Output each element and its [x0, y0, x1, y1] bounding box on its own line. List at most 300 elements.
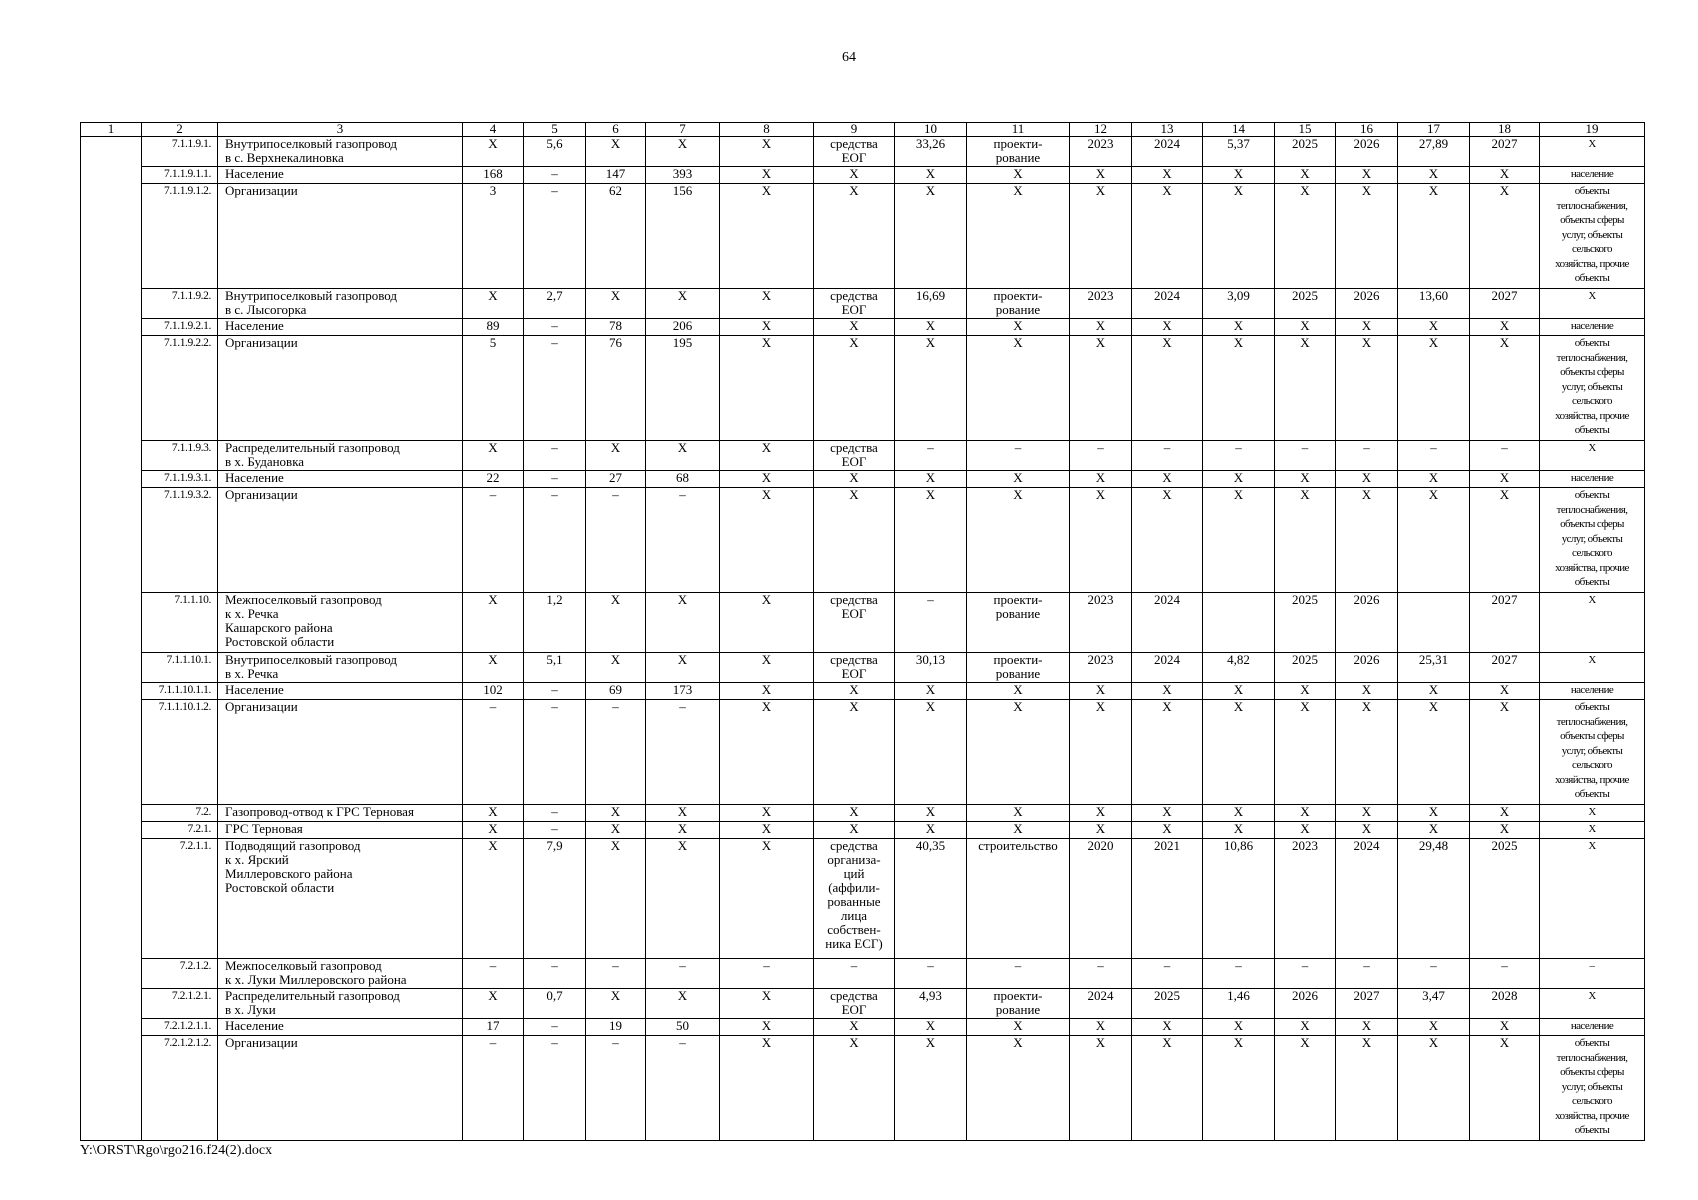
cell-col9: X [814, 488, 895, 593]
cell-code: 7.2.1.2. [142, 959, 218, 989]
cell-col10: X [895, 336, 967, 441]
cell-col17: X [1398, 319, 1470, 336]
cell-col8: X [720, 441, 814, 471]
cell-col16: X [1336, 184, 1398, 289]
cell-col7: – [646, 700, 720, 805]
cell-col8: X [720, 1019, 814, 1036]
cell-code: 7.1.1.10.1.2. [142, 700, 218, 805]
cell-col7: X [646, 839, 720, 959]
cell-col9: средства ЕОГ [814, 653, 895, 683]
cell-col14: X [1203, 700, 1275, 805]
cell-col17 [1398, 593, 1470, 653]
cell-col18: X [1470, 167, 1540, 184]
header-cell-5: 5 [524, 123, 586, 137]
cell-col5: – [524, 167, 586, 184]
cell-col17: 3,47 [1398, 989, 1470, 1019]
cell-col14: X [1203, 184, 1275, 289]
gas-pipeline-table-container [80, 122, 1629, 1141]
cell-col19: X [1540, 593, 1645, 653]
cell-col4: 22 [463, 471, 524, 488]
table-row [81, 1036, 1645, 1141]
header-cell-1: 1 [81, 123, 142, 137]
cell-col11: X [967, 471, 1070, 488]
cell-col5: – [524, 959, 586, 989]
cell-col8: X [720, 805, 814, 822]
table-row [81, 488, 1645, 593]
cell-col14: 3,09 [1203, 289, 1275, 319]
cell-col14: X [1203, 471, 1275, 488]
header-cell-17: 17 [1398, 123, 1470, 137]
cell-col16: – [1336, 959, 1398, 989]
cell-col7: – [646, 1036, 720, 1141]
cell-col16: X [1336, 471, 1398, 488]
cell-section [81, 822, 142, 839]
cell-section [81, 336, 142, 441]
cell-col19: X [1540, 137, 1645, 167]
cell-name: Межпоселковый газопровод к х. Речка Кашарского района Ростовской области [218, 593, 463, 653]
cell-col6: 78 [586, 319, 646, 336]
cell-col8: X [720, 488, 814, 593]
cell-col11: X [967, 683, 1070, 700]
cell-col19: население [1540, 167, 1645, 184]
cell-col13: X [1132, 336, 1203, 441]
table-row [81, 184, 1645, 289]
table-row [81, 822, 1645, 839]
cell-col12: X [1070, 1019, 1132, 1036]
cell-code: 7.2.1.1. [142, 839, 218, 959]
cell-col10: X [895, 319, 967, 336]
cell-col8: – [720, 959, 814, 989]
cell-name: Организации [218, 488, 463, 593]
table-header-row [81, 123, 1645, 137]
cell-col4: 89 [463, 319, 524, 336]
cell-col18: 2028 [1470, 989, 1540, 1019]
table-row [81, 289, 1645, 319]
cell-col12: X [1070, 683, 1132, 700]
cell-col19: объекты теплоснабжения, объекты сферы услуг, объекты сельского хозяйства, прочие объекты [1540, 336, 1645, 441]
cell-section [81, 184, 142, 289]
cell-col5: – [524, 184, 586, 289]
cell-col11: проекти- рование [967, 989, 1070, 1019]
cell-col12: 2023 [1070, 289, 1132, 319]
cell-col12: 2023 [1070, 653, 1132, 683]
table-row [81, 959, 1645, 989]
cell-col9: X [814, 822, 895, 839]
cell-col14: X [1203, 336, 1275, 441]
cell-col12: X [1070, 700, 1132, 805]
cell-col5: – [524, 700, 586, 805]
cell-col18: X [1470, 336, 1540, 441]
cell-col15: 2023 [1275, 839, 1336, 959]
cell-col11: X [967, 488, 1070, 593]
cell-code: 7.2.1.2.1.1. [142, 1019, 218, 1036]
cell-col12: 2024 [1070, 989, 1132, 1019]
cell-col13: X [1132, 683, 1203, 700]
table-row [81, 167, 1645, 184]
cell-code: 7.1.1.9.2. [142, 289, 218, 319]
cell-col11: X [967, 336, 1070, 441]
cell-name: Население [218, 1019, 463, 1036]
cell-section [81, 137, 142, 167]
cell-col9: X [814, 700, 895, 805]
cell-col9: X [814, 1019, 895, 1036]
cell-col9: средства ЕОГ [814, 289, 895, 319]
cell-col13: 2024 [1132, 289, 1203, 319]
cell-col18: X [1470, 1036, 1540, 1141]
cell-col5: – [524, 1019, 586, 1036]
cell-col12: X [1070, 805, 1132, 822]
cell-col15: 2025 [1275, 289, 1336, 319]
cell-col15: X [1275, 1019, 1336, 1036]
cell-name: Подводящий газопровод к х. Ярский Миллеровского района Ростовской области [218, 839, 463, 959]
cell-col4: X [463, 989, 524, 1019]
cell-col9: X [814, 805, 895, 822]
cell-col10: 16,69 [895, 289, 967, 319]
cell-col17: X [1398, 336, 1470, 441]
cell-col17: X [1398, 184, 1470, 289]
cell-col12: X [1070, 167, 1132, 184]
cell-col18: X [1470, 700, 1540, 805]
cell-col5: – [524, 822, 586, 839]
cell-col13: X [1132, 805, 1203, 822]
header-cell-14: 14 [1203, 123, 1275, 137]
cell-col18: X [1470, 471, 1540, 488]
cell-col17: X [1398, 822, 1470, 839]
cell-col8: X [720, 184, 814, 289]
cell-col7: X [646, 593, 720, 653]
cell-col15: X [1275, 336, 1336, 441]
cell-code: 7.1.1.10. [142, 593, 218, 653]
cell-col14: X [1203, 1036, 1275, 1141]
cell-col5: – [524, 319, 586, 336]
cell-col6: – [586, 488, 646, 593]
cell-col17: X [1398, 1019, 1470, 1036]
cell-col10: X [895, 805, 967, 822]
table-row [81, 683, 1645, 700]
header-cell-3: 3 [218, 123, 463, 137]
cell-col6: 69 [586, 683, 646, 700]
cell-col7: X [646, 441, 720, 471]
cell-col16: – [1336, 441, 1398, 471]
cell-col8: X [720, 336, 814, 441]
cell-code: 7.1.1.9.1.1. [142, 167, 218, 184]
cell-section [81, 488, 142, 593]
cell-col6: X [586, 137, 646, 167]
cell-col18: X [1470, 184, 1540, 289]
cell-code: 7.1.1.10.1.1. [142, 683, 218, 700]
cell-col8: X [720, 289, 814, 319]
cell-col13: 2024 [1132, 653, 1203, 683]
cell-col5: – [524, 471, 586, 488]
table-row [81, 989, 1645, 1019]
cell-name: Межпоселковый газопровод к х. Луки Миллеровского района [218, 959, 463, 989]
cell-col17: X [1398, 1036, 1470, 1141]
cell-col19: X [1540, 822, 1645, 839]
cell-col5: 0,7 [524, 989, 586, 1019]
cell-col9: средства ЕОГ [814, 989, 895, 1019]
cell-name: Внутрипоселковый газопровод в с. Верхнекалиновка [218, 137, 463, 167]
cell-col6: – [586, 959, 646, 989]
cell-col10: X [895, 1036, 967, 1141]
header-cell-9: 9 [814, 123, 895, 137]
cell-col15: – [1275, 441, 1336, 471]
cell-col6: 76 [586, 336, 646, 441]
cell-col7: X [646, 989, 720, 1019]
cell-col11: – [967, 959, 1070, 989]
cell-col8: X [720, 319, 814, 336]
cell-col18: X [1470, 319, 1540, 336]
cell-col5: – [524, 336, 586, 441]
cell-col4: 168 [463, 167, 524, 184]
header-cell-11: 11 [967, 123, 1070, 137]
table-row [81, 805, 1645, 822]
cell-col11: X [967, 167, 1070, 184]
cell-col4: X [463, 839, 524, 959]
cell-col10: X [895, 184, 967, 289]
cell-col12: 2023 [1070, 137, 1132, 167]
cell-name: Население [218, 683, 463, 700]
header-cell-2: 2 [142, 123, 218, 137]
cell-col18: X [1470, 805, 1540, 822]
header-cell-10: 10 [895, 123, 967, 137]
cell-col7: 156 [646, 184, 720, 289]
cell-col14: X [1203, 488, 1275, 593]
cell-section [81, 593, 142, 653]
cell-col15: X [1275, 319, 1336, 336]
cell-col4: X [463, 289, 524, 319]
cell-col18: 2027 [1470, 593, 1540, 653]
cell-col9: X [814, 319, 895, 336]
cell-col6: X [586, 839, 646, 959]
cell-col12: – [1070, 441, 1132, 471]
cell-section [81, 989, 142, 1019]
cell-col12: X [1070, 184, 1132, 289]
cell-code: 7.1.1.9.3.2. [142, 488, 218, 593]
cell-name: Распределительный газопровод в х. Будановка [218, 441, 463, 471]
cell-col13: 2025 [1132, 989, 1203, 1019]
cell-col12: X [1070, 488, 1132, 593]
cell-col10: X [895, 1019, 967, 1036]
cell-col17: – [1398, 441, 1470, 471]
cell-col13: X [1132, 1036, 1203, 1141]
cell-col7: X [646, 805, 720, 822]
cell-col18: 2027 [1470, 653, 1540, 683]
cell-col19: X [1540, 289, 1645, 319]
cell-col17: X [1398, 805, 1470, 822]
cell-col14: X [1203, 319, 1275, 336]
cell-col12: 2023 [1070, 593, 1132, 653]
cell-col18: – [1470, 959, 1540, 989]
cell-col14: X [1203, 167, 1275, 184]
cell-col15: X [1275, 700, 1336, 805]
cell-col11: строительство [967, 839, 1070, 959]
cell-col16: X [1336, 1036, 1398, 1141]
cell-code: 7.2.1.2.1.2. [142, 1036, 218, 1141]
cell-col19: X [1540, 989, 1645, 1019]
cell-name: Население [218, 471, 463, 488]
cell-section [81, 683, 142, 700]
cell-name: Организации [218, 184, 463, 289]
cell-col16: 2027 [1336, 989, 1398, 1019]
cell-col19: объекты теплоснабжения, объекты сферы услуг, объекты сельского хозяйства, прочие объекты [1540, 488, 1645, 593]
cell-col11: X [967, 1019, 1070, 1036]
cell-col6: X [586, 441, 646, 471]
cell-col6: X [586, 289, 646, 319]
table-row [81, 336, 1645, 441]
cell-col19: население [1540, 1019, 1645, 1036]
cell-col18: X [1470, 488, 1540, 593]
cell-col4: X [463, 137, 524, 167]
cell-col8: X [720, 989, 814, 1019]
cell-code: 7.2. [142, 805, 218, 822]
cell-col11: проекти- рование [967, 593, 1070, 653]
cell-section [81, 1019, 142, 1036]
cell-section [81, 441, 142, 471]
cell-col19: X [1540, 839, 1645, 959]
cell-col13: X [1132, 471, 1203, 488]
cell-col15: X [1275, 683, 1336, 700]
cell-col6: – [586, 700, 646, 805]
cell-col13: X [1132, 184, 1203, 289]
header-cell-7: 7 [646, 123, 720, 137]
cell-col4: – [463, 700, 524, 805]
cell-col16: 2026 [1336, 593, 1398, 653]
cell-col10: X [895, 700, 967, 805]
cell-col12: X [1070, 1036, 1132, 1141]
table-row [81, 319, 1645, 336]
cell-col17: 29,48 [1398, 839, 1470, 959]
cell-col17: X [1398, 700, 1470, 805]
cell-col17: – [1398, 959, 1470, 989]
cell-col17: X [1398, 471, 1470, 488]
cell-col15: X [1275, 184, 1336, 289]
cell-col14: – [1203, 441, 1275, 471]
cell-col13: 2024 [1132, 137, 1203, 167]
cell-col15: X [1275, 167, 1336, 184]
cell-name: Организации [218, 1036, 463, 1141]
cell-col7: X [646, 137, 720, 167]
cell-section [81, 700, 142, 805]
cell-col12: X [1070, 471, 1132, 488]
cell-col7: 173 [646, 683, 720, 700]
cell-col16: X [1336, 488, 1398, 593]
cell-col13: X [1132, 822, 1203, 839]
cell-col16: 2024 [1336, 839, 1398, 959]
cell-code: 7.2.1.2.1. [142, 989, 218, 1019]
cell-col6: X [586, 989, 646, 1019]
cell-col4: 5 [463, 336, 524, 441]
cell-col12: 2020 [1070, 839, 1132, 959]
cell-col14: – [1203, 959, 1275, 989]
cell-col17: 27,89 [1398, 137, 1470, 167]
cell-col19: население [1540, 471, 1645, 488]
cell-name: Внутрипоселковый газопровод в х. Речка [218, 653, 463, 683]
cell-col14: 5,37 [1203, 137, 1275, 167]
cell-col10: 33,26 [895, 137, 967, 167]
cell-name: Распределительный газопровод в х. Луки [218, 989, 463, 1019]
cell-col15: 2025 [1275, 593, 1336, 653]
cell-col7: – [646, 488, 720, 593]
cell-name: Внутрипоселковый газопровод в с. Лысогорка [218, 289, 463, 319]
table-row [81, 441, 1645, 471]
cell-col17: X [1398, 488, 1470, 593]
cell-col4: X [463, 822, 524, 839]
cell-col15: X [1275, 822, 1336, 839]
cell-col8: X [720, 137, 814, 167]
cell-col6: X [586, 805, 646, 822]
cell-col15: 2025 [1275, 653, 1336, 683]
cell-col18: X [1470, 1019, 1540, 1036]
cell-col15: X [1275, 1036, 1336, 1141]
cell-col18: X [1470, 822, 1540, 839]
cell-col18: 2025 [1470, 839, 1540, 959]
cell-col5: 5,1 [524, 653, 586, 683]
table-row [81, 653, 1645, 683]
cell-col9: X [814, 471, 895, 488]
table-row [81, 137, 1645, 167]
cell-col5: – [524, 683, 586, 700]
cell-col6: 19 [586, 1019, 646, 1036]
cell-col14: X [1203, 805, 1275, 822]
cell-col12: X [1070, 336, 1132, 441]
cell-col9: X [814, 184, 895, 289]
cell-col6: 147 [586, 167, 646, 184]
cell-col8: X [720, 653, 814, 683]
cell-col4: 3 [463, 184, 524, 289]
cell-col8: X [720, 700, 814, 805]
cell-col8: X [720, 839, 814, 959]
cell-col5: – [524, 1036, 586, 1141]
cell-col18: – [1470, 441, 1540, 471]
cell-col4: – [463, 488, 524, 593]
cell-col14: 10,86 [1203, 839, 1275, 959]
cell-col16: X [1336, 805, 1398, 822]
cell-col11: – [967, 441, 1070, 471]
cell-col10: X [895, 822, 967, 839]
cell-col11: X [967, 319, 1070, 336]
cell-section [81, 167, 142, 184]
cell-col14 [1203, 593, 1275, 653]
cell-col11: проекти- рование [967, 137, 1070, 167]
cell-code: 7.1.1.9.1. [142, 137, 218, 167]
cell-section [81, 289, 142, 319]
cell-code: 7.1.1.9.2.2. [142, 336, 218, 441]
header-cell-15: 15 [1275, 123, 1336, 137]
cell-col4: X [463, 653, 524, 683]
cell-col9: средства ЕОГ [814, 137, 895, 167]
cell-col8: X [720, 471, 814, 488]
page-number: 64 [842, 50, 856, 65]
cell-col12: X [1070, 319, 1132, 336]
cell-col13: – [1132, 959, 1203, 989]
cell-col10: – [895, 593, 967, 653]
cell-col14: 1,46 [1203, 989, 1275, 1019]
cell-col14: X [1203, 822, 1275, 839]
cell-col10: X [895, 471, 967, 488]
cell-col4: 102 [463, 683, 524, 700]
table-row [81, 1019, 1645, 1036]
cell-col9: X [814, 167, 895, 184]
cell-col11: X [967, 1036, 1070, 1141]
cell-col16: 2026 [1336, 289, 1398, 319]
cell-col6: 62 [586, 184, 646, 289]
cell-col10: X [895, 683, 967, 700]
header-cell-19: 19 [1540, 123, 1645, 137]
cell-col8: X [720, 1036, 814, 1141]
cell-col15: 2026 [1275, 989, 1336, 1019]
cell-col7: 50 [646, 1019, 720, 1036]
cell-name: Население [218, 319, 463, 336]
